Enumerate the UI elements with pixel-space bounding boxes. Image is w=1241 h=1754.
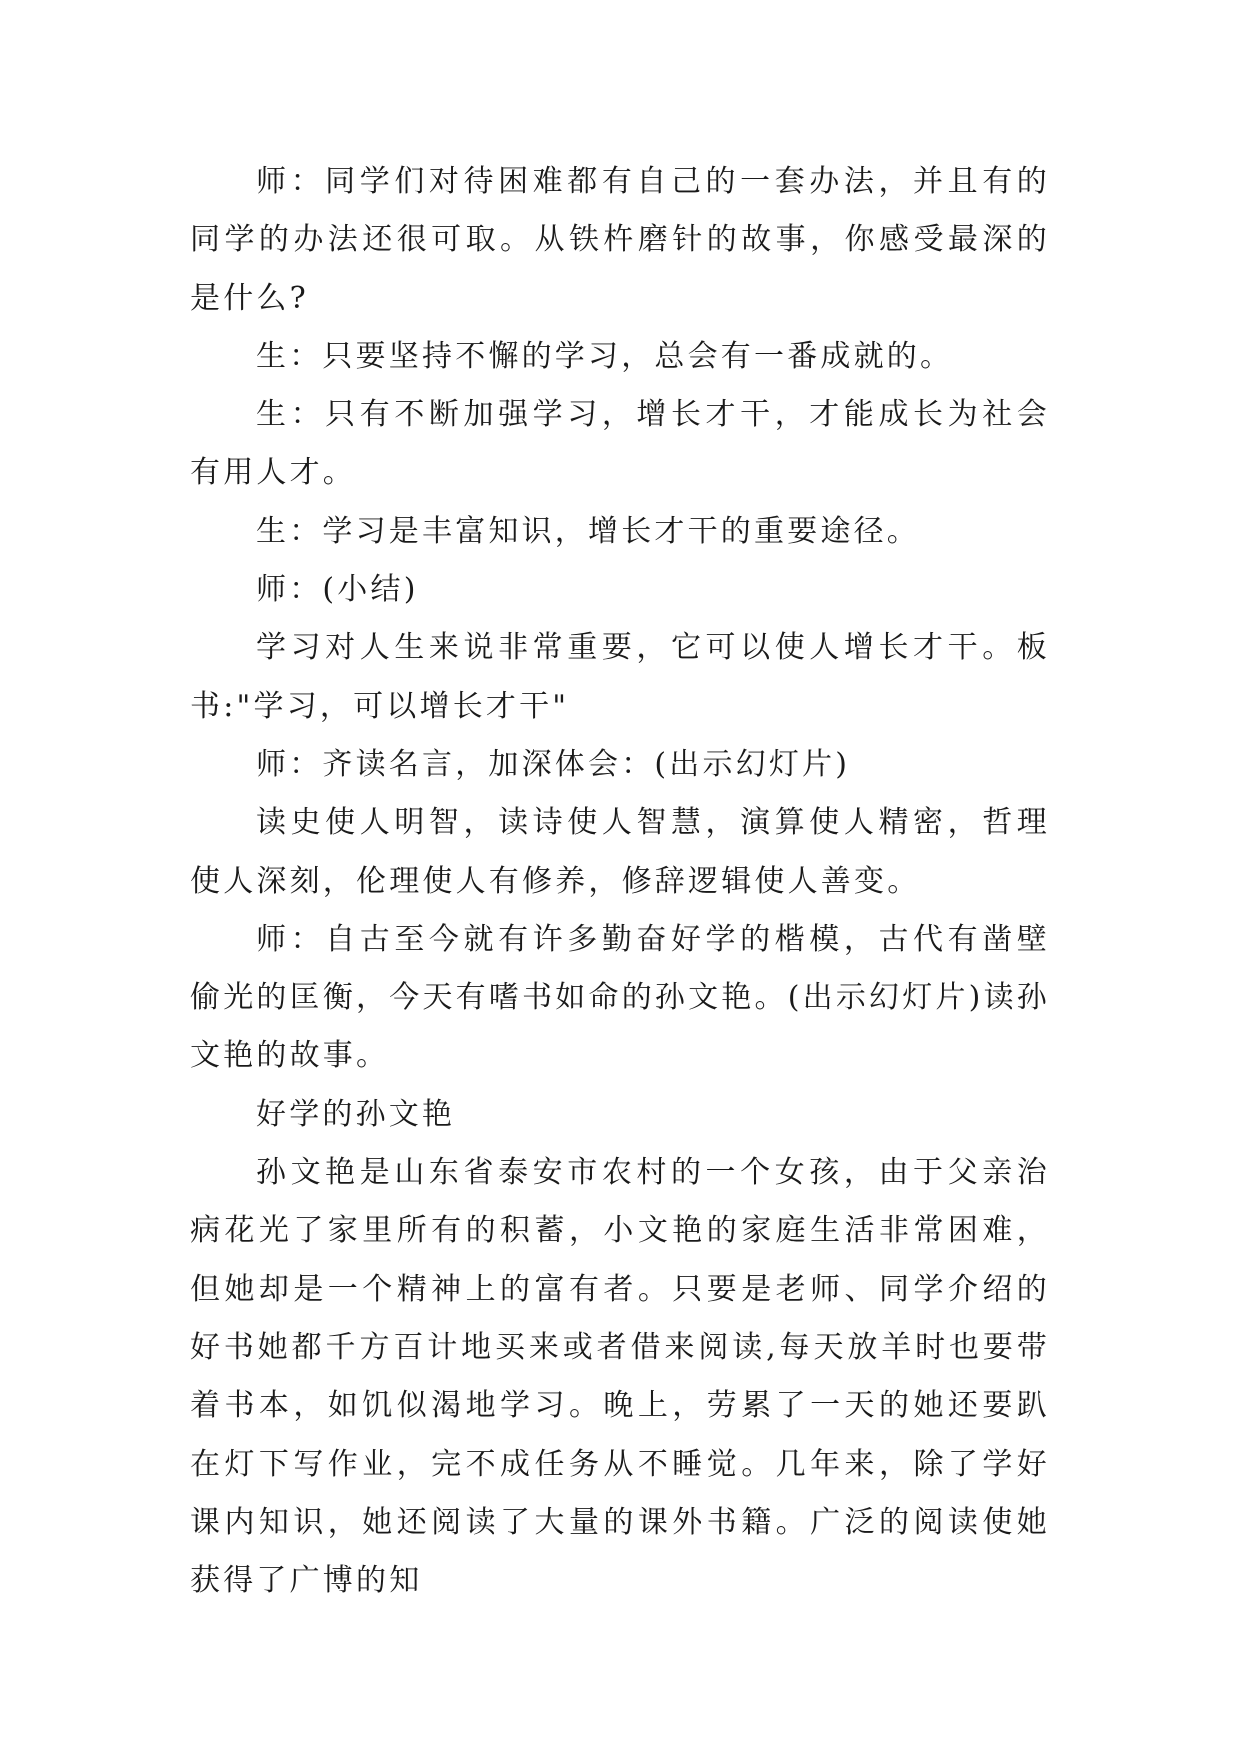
paragraph-teacher-quote-intro: 师：齐读名言，加深体会：(出示幻灯片) xyxy=(256,746,851,782)
paragraph-teacher-role-models: 师：自古至今就有许多勤奋好学的楷模，古代有凿壁偷光的匡衡，今天有嗜书如命的孙文艳。(出示幻灯片)读孙文艳的故事。 xyxy=(190,921,1050,1074)
story-title: 好学的孙文艳 xyxy=(256,1096,456,1132)
paragraph-story-body: 孙文艳是山东省泰安市农村的一个女孩，由于父亲治病花光了家里所有的积蓄，小文艳的家庭生活非常困难，但她却是一个精神上的富有者。只要是老师、同学介绍的好书她都千方百计地买来或者借来阅读,每天放羊时也要带着书本，如饥似渴地学习。晚上，劳累了一天的她还要趴在灯下写作业，完不成任务从不睡觉。几年来，除了学好课内知识，她还阅读了大量的课外书籍。广泛的阅读使她获得了广博的知 xyxy=(190,1155,1050,1599)
paragraph-teacher-summary: 师：(小结) xyxy=(256,572,419,608)
paragraph-student-answer-2: 生：只有不断加强学习，增长才干，才能成长为社会有用人才。 xyxy=(190,397,1050,491)
paragraph-student-answer-1: 生：只要坚持不懈的学习，总会有一番成就的。 xyxy=(256,338,954,374)
paragraph-student-answer-3: 生：学习是丰富知识，增长才干的重要途径。 xyxy=(256,513,920,549)
paragraph-summary-text: 学习对人生来说非常重要，它可以使人增长才干。板书:"学习，可以增长才干" xyxy=(190,630,1050,724)
paragraph-teacher-question: 师：同学们对待困难都有自己的一套办法，并且有的同学的办法还很可取。从铁杵磨针的故事，你感受最深的是什么? xyxy=(190,164,1050,316)
paragraph-quote: 读史使人明智，读诗使人智慧，演算使人精密，哲理使人深刻，伦理使人有修养，修辞逻辑使人善变。 xyxy=(190,805,1050,899)
document-body xyxy=(190,153,1050,1610)
